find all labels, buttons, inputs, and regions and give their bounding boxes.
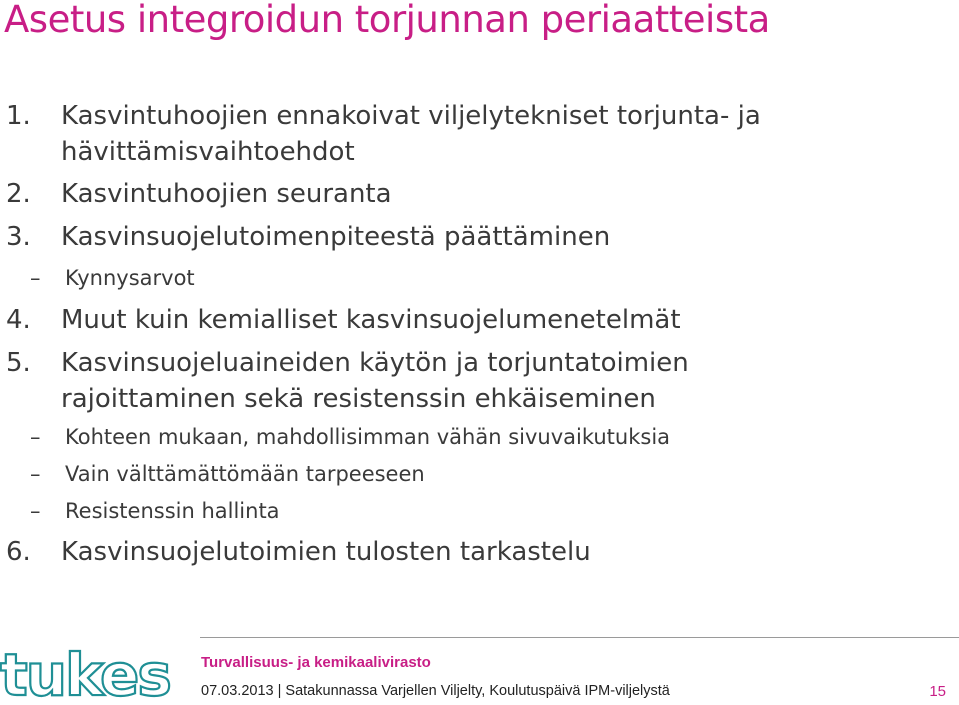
item-number: 2.: [6, 179, 31, 209]
item-number: 1.: [6, 101, 31, 131]
dash-bullet: –: [30, 266, 41, 290]
dash-bullet: –: [30, 499, 41, 523]
sub-item-text: Kohteen mukaan, mahdollisimman vähän sivuvaikutuksia: [65, 425, 671, 449]
sub-item-text: Resistenssin hallinta: [65, 499, 280, 523]
list-item-3: [6, 219, 611, 255]
tukes-logo: [0, 641, 170, 705]
sub-item-vain-valttamattomaan: [30, 459, 425, 489]
sub-item-resistenssin-hallinta: [30, 496, 280, 526]
footer-divider: [200, 637, 959, 638]
item-text-line: Kasvintuhoojien seuranta: [61, 179, 392, 209]
sub-item-text: Vain välttämättömään tarpeeseen: [65, 462, 425, 486]
sub-item-kohteen-mukaan: [30, 422, 670, 452]
dash-bullet: –: [30, 462, 41, 486]
item-text-line: Kasvinsuojelutoimenpiteestä päättäminen: [61, 222, 611, 252]
item-text-line: Kasvinsuojeluaineiden käytön ja torjuntatoimien: [61, 348, 689, 378]
slide-title: Asetus integroidun torjunnan periaatteista: [4, 0, 770, 41]
list-item-6: [6, 534, 591, 570]
item-text-line: rajoittaminen sekä resistenssin ehkäiseminen: [61, 384, 656, 414]
item-text-line: Kasvintuhoojien ennakoivat viljelytekniset torjunta- ja: [61, 101, 761, 131]
page-number: 15: [929, 683, 946, 700]
agency-name: Turvallisuus- ja kemikaalivirasto: [201, 654, 431, 671]
list-item-2: [6, 176, 392, 212]
list-item-1: [6, 98, 761, 167]
list-item-4: [6, 302, 681, 338]
dash-bullet: –: [30, 425, 41, 449]
footer-event: Satakunnassa Varjellen Viljelty, Koulutuspäivä IPM-viljelystä: [285, 683, 670, 699]
sub-item-text: Kynnysarvot: [65, 266, 195, 290]
item-text-line: Kasvinsuojelutoimien tulosten tarkastelu: [61, 537, 591, 567]
item-number: 3.: [6, 222, 31, 252]
list-item-5: [6, 345, 689, 414]
footer-separator: |: [277, 683, 282, 699]
footer-info: [201, 683, 670, 699]
item-number: 5.: [6, 348, 31, 378]
item-text-line: hävittämisvaihtoehdot: [61, 137, 355, 167]
sub-item-kynnysarvot: [30, 263, 195, 293]
footer-date: 07.03.2013: [201, 683, 274, 699]
item-number: 6.: [6, 537, 31, 567]
item-number: 4.: [6, 305, 31, 335]
logo-text: tukes: [0, 641, 170, 705]
item-text-line: Muut kuin kemialliset kasvinsuojelumenetelmät: [61, 305, 681, 335]
